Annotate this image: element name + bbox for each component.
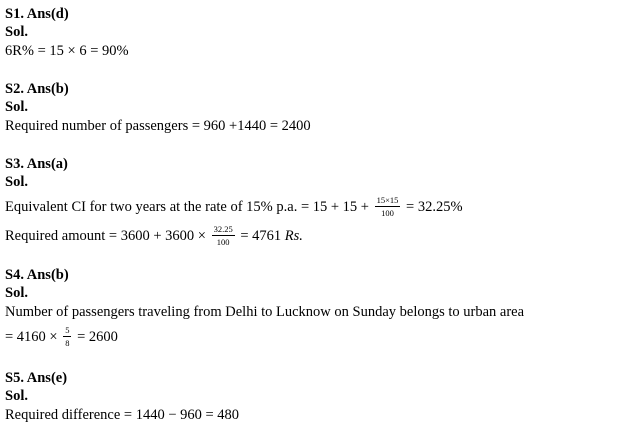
s3-line2-text: Required amount = 3600 + 3600 × bbox=[5, 227, 206, 244]
s3-line1-text: Equivalent CI for two years at the rate of 15% p.a. = 15 + 15 + bbox=[5, 198, 369, 215]
s3-line2-fraction bbox=[212, 224, 235, 247]
s4-heading: S4. Ans(b) bbox=[5, 267, 69, 283]
s4-sol-label: Sol. bbox=[5, 285, 28, 301]
s5-solution-line: Required difference = 1440 − 960 = 480 bbox=[5, 407, 240, 423]
s5-heading: S5. Ans(e) bbox=[5, 370, 68, 386]
s3-line2-denominator: 100 bbox=[216, 237, 230, 247]
s4-line2-denominator: 8 bbox=[65, 338, 70, 348]
s3-line2-result: = 4761 bbox=[240, 227, 282, 244]
s3-line2-unit: Rs. bbox=[284, 227, 303, 244]
s4-line2-text: = 4160 × bbox=[5, 328, 58, 345]
s4-solution-line-1: Number of passengers traveling from Delhi to Lucknow on Sunday belongs to urban area bbox=[5, 304, 525, 320]
s3-line1-denominator: 100 bbox=[381, 208, 394, 218]
s5-sol-label: Sol. bbox=[5, 388, 28, 404]
s1-heading: S1. Ans(d) bbox=[5, 6, 69, 22]
s1-solution-line: 6R% = 15 × 6 = 90% bbox=[5, 43, 129, 59]
s4-line2-fraction bbox=[63, 325, 71, 348]
s3-solution-line-1 bbox=[5, 196, 463, 219]
s1-sol-label: Sol. bbox=[5, 24, 28, 40]
s3-heading: S3. Ans(a) bbox=[5, 156, 68, 172]
s3-solution-line-2 bbox=[5, 225, 303, 248]
s3-line1-fraction bbox=[375, 195, 401, 218]
s4-solution-line-2 bbox=[5, 326, 118, 349]
s3-line1-result: = 32.25% bbox=[406, 198, 463, 215]
s3-line1-numerator: 15×15 bbox=[376, 195, 399, 205]
s4-line2-numerator: 5 bbox=[65, 325, 70, 335]
s4-line2-result: = 2600 bbox=[77, 328, 118, 345]
s2-solution-line: Required number of passengers = 960 +1440 = 2400 bbox=[5, 118, 311, 134]
s2-heading: S2. Ans(b) bbox=[5, 81, 69, 97]
s3-line2-numerator: 32.25 bbox=[213, 224, 233, 234]
s2-sol-label: Sol. bbox=[5, 99, 28, 115]
s3-sol-label: Sol. bbox=[5, 174, 28, 190]
